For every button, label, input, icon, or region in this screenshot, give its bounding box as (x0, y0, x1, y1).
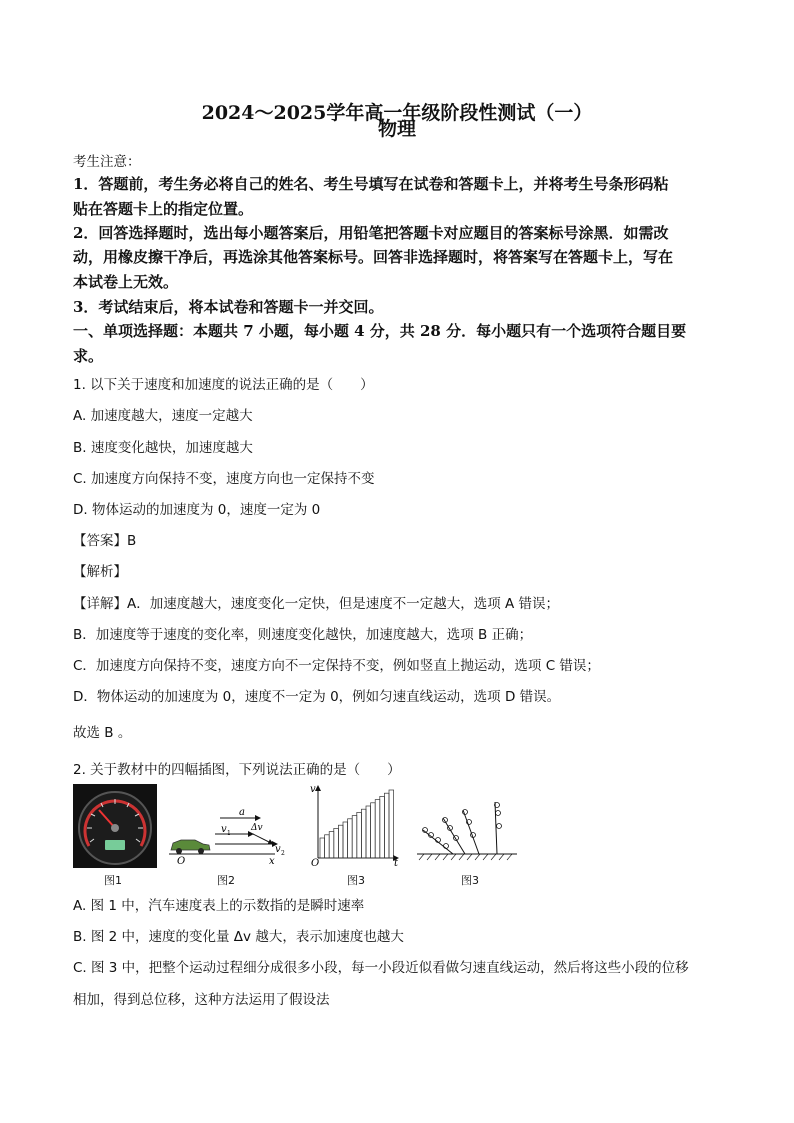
fig3-label-v: v (310, 784, 316, 795)
q2-option-b: B. 图 2 中，速度的变化量 Δv 越大，表示加速度也越大 (73, 929, 404, 945)
q1-analysis: 【解析】 (73, 564, 127, 580)
fig3-label-t: t (394, 858, 399, 868)
q1-option-a: A. 加速度越大，速度一定越大 (73, 408, 253, 424)
vt-bar (380, 796, 385, 858)
speedometer-figure (73, 784, 157, 868)
q1-stem: 1. 以下关于速度和加速度的说法正确的是（ ） (73, 377, 374, 393)
notice-item-2-line-2: 动，用橡皮擦干净后，再选涂其他答案标号。回答非选择题时，将答案写在答题卡上，写在 (73, 248, 674, 266)
vt-bar (389, 790, 394, 858)
q1-option-b: B. 速度变化越快，加速度越大 (73, 440, 253, 456)
q1-answer: 【答案】B (73, 533, 137, 549)
fig2-label-v2-sub: 2 (281, 850, 285, 857)
notice-item-3: 3．考试结束后，将本试卷和答题卡一并交回。 (73, 298, 384, 316)
q1-detail-a: 【详解】A．加速度越大，速度变化一定快，但是速度不一定越大，选项 A 错误； (73, 596, 560, 612)
vt-bar (375, 800, 380, 858)
vt-bar (348, 819, 353, 858)
fig2-label-x: x (269, 856, 275, 866)
notice-item-1-line-1: 1．答题前，考生务必将自己的姓名、考生号填写在试卷和答题卡上，并将考生号条形码粘 (73, 175, 669, 193)
incline-balls-figure (415, 800, 525, 864)
vt-bar (338, 825, 343, 858)
notice-item-2-line-1: 2．回答选择题时，选出每小题答案后，用铅笔把答题卡对应题目的答案标号涂黑．如需改 (73, 224, 669, 242)
q1-detail-c: C．加速度方向保持不变，速度方向不一定保持不变，例如竖直上抛运动，选项 C 错误； (73, 658, 600, 674)
q2-option-c-line-2: 相加，得到总位移，这种方法运用了假设法 (73, 992, 330, 1008)
figure-label-2: 图2 (217, 874, 235, 887)
q2-stem: 2. 关于教材中的四幅插图，下列说法正确的是（ ） (73, 762, 401, 778)
fig3-label-origin: O (311, 858, 320, 868)
vt-bar (325, 835, 330, 858)
subject-title: 物理 (377, 118, 416, 140)
notice-item-1-line-2: 贴在答题卡上的指定位置。 (73, 200, 254, 218)
notice-item-2-line-3: 本试卷上无效。 (73, 273, 179, 291)
vt-bar (366, 806, 371, 858)
q1-option-d: D. 物体运动的加速度为 0，速度一定为 0 (73, 502, 321, 518)
fig2-label-origin: O (177, 856, 186, 866)
car-velocity-figure (165, 806, 290, 866)
vt-bar (343, 822, 348, 858)
figure-label-3: 图3 (347, 874, 365, 887)
vt-bar (371, 803, 376, 858)
vt-bar (329, 832, 334, 858)
figure-label-4: 图3 (461, 874, 479, 887)
fig2-label-a: a (239, 807, 245, 818)
vt-bar-figure (308, 782, 403, 868)
vt-bar (352, 816, 357, 858)
notice-heading: 考生注意： (73, 154, 141, 170)
section-heading-line-2: 求。 (73, 347, 104, 365)
vt-bar (320, 838, 325, 858)
fig2-label-v2: v (275, 844, 281, 855)
q2-option-c-line-1: C. 图 3 中，把整个运动过程细分成很多小段，每一小段近似看做匀速直线运动，然后将这些小段的位移 (73, 960, 689, 976)
q2-option-a: A. 图 1 中，汽车速度表上的示数指的是瞬时速率 (73, 898, 365, 914)
q1-detail-b: B．加速度等于速度的变化率，则速度变化越快，加速度越大，选项 B 正确； (73, 627, 533, 643)
vt-bar (334, 828, 339, 858)
figure-label-1: 图1 (104, 874, 122, 887)
vt-bar (384, 793, 389, 858)
exam-title: 2024～2025学年高一年级阶段性测试（一） (201, 102, 593, 124)
section-heading-line-1: 一、单项选择题：本题共 7 小题，每小题 4 分，共 28 分．每小题只有一个选项符合题目要 (73, 322, 687, 340)
q1-conclusion: 故选 B 。 (73, 725, 132, 741)
fig2-label-v1-sub: 1 (227, 830, 231, 837)
fig2-label-dv: Δv (251, 823, 263, 833)
vt-bar (357, 812, 362, 858)
q1-option-c: C. 加速度方向保持不变，速度方向也一定保持不变 (73, 471, 375, 487)
q1-detail-d: D．物体运动的加速度为 0，速度不一定为 0，例如匀速直线运动，选项 D 错误。 (73, 689, 561, 705)
fig2-label-v1: v (221, 824, 227, 835)
vt-bar (361, 809, 366, 858)
